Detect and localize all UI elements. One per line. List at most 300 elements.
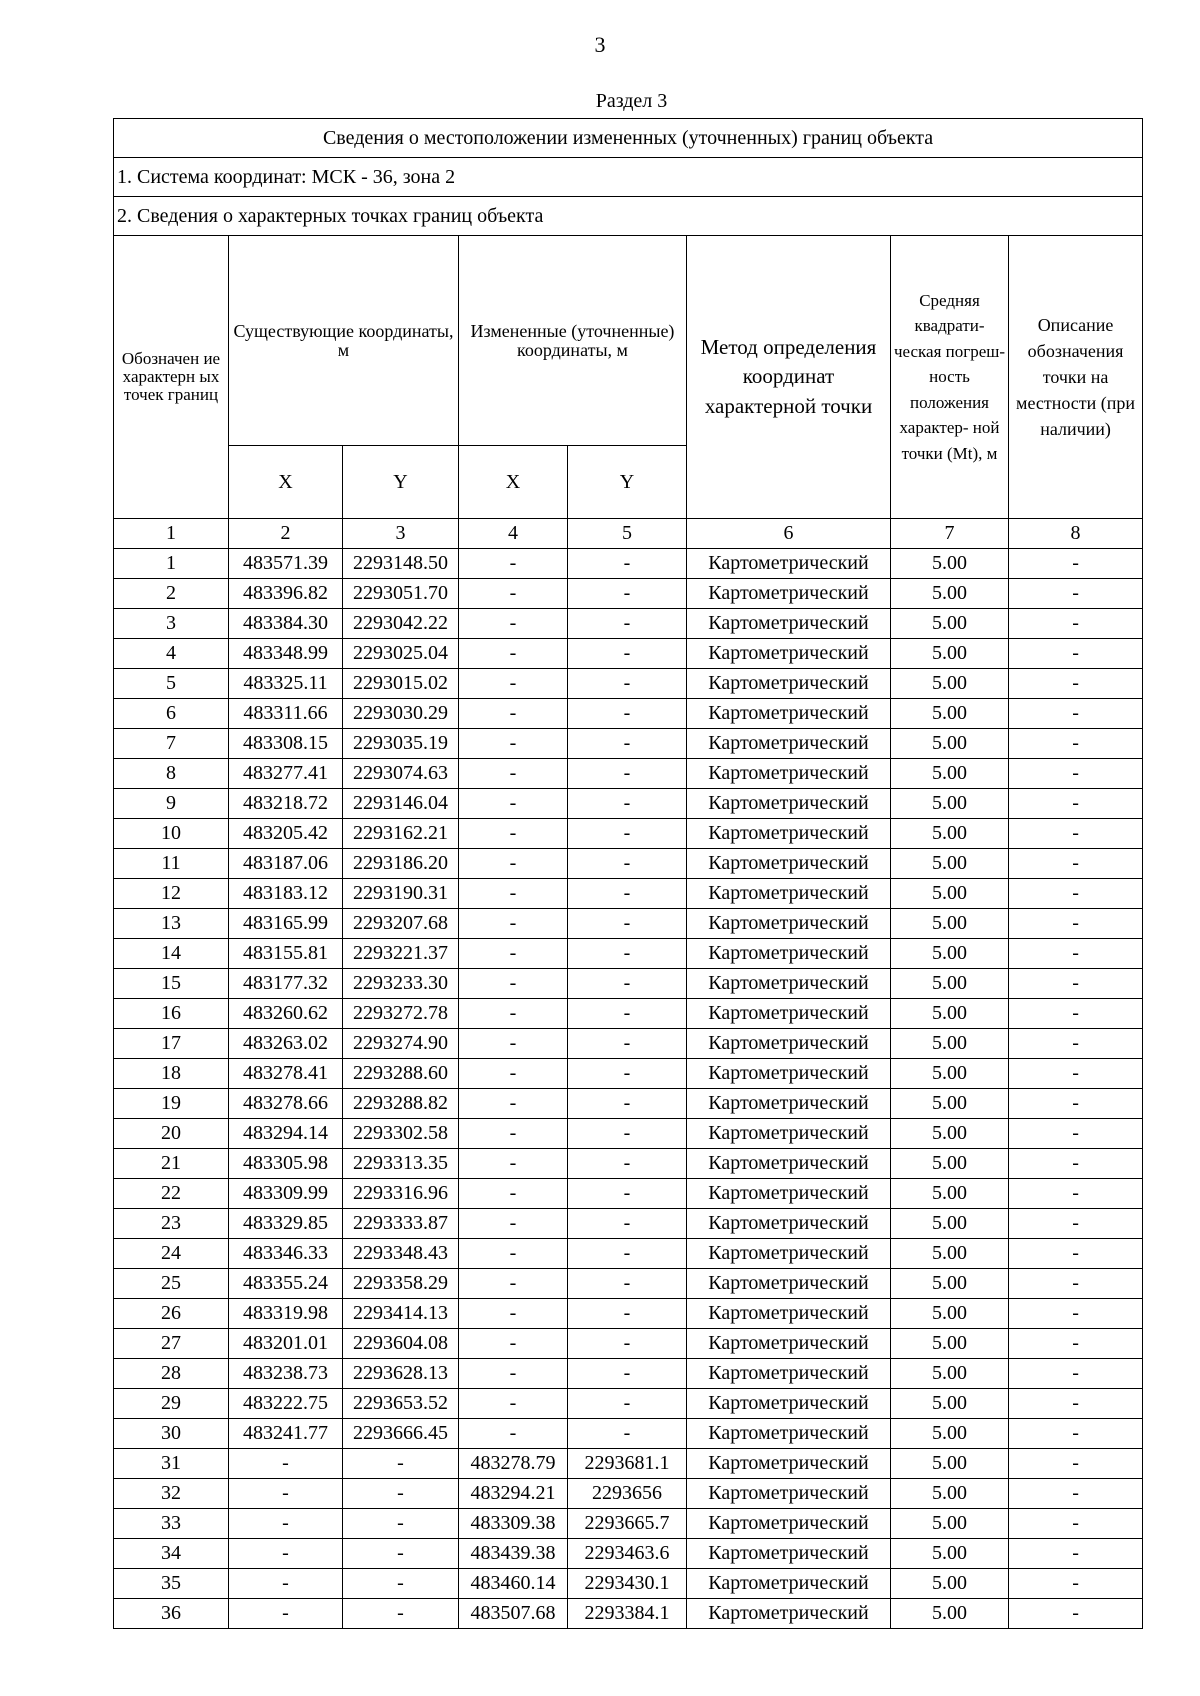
table-row	[114, 1089, 1143, 1119]
cell-description: -	[1009, 1539, 1143, 1569]
cell-existing-y: 2293051.70	[343, 579, 459, 609]
cell-changed-x: -	[459, 549, 568, 579]
cell-description: -	[1009, 1239, 1143, 1269]
cell-existing-y: 2293186.20	[343, 849, 459, 879]
cell-method: Картометрический	[687, 969, 891, 999]
cell-existing-x: -	[229, 1479, 343, 1509]
table-row	[114, 729, 1143, 759]
cell-point-id: 16	[114, 999, 229, 1029]
table-row	[114, 1539, 1143, 1569]
cell-mean-error: 5.00	[891, 879, 1009, 909]
cell-point-id: 8	[114, 759, 229, 789]
cell-mean-error: 5.00	[891, 1239, 1009, 1269]
cell-point-id: 6	[114, 699, 229, 729]
cell-description: -	[1009, 1029, 1143, 1059]
cell-existing-y: 2293162.21	[343, 819, 459, 849]
cell-description: -	[1009, 1449, 1143, 1479]
cell-changed-y: -	[568, 849, 687, 879]
coord-system: 1. Система координат: МСК - 36, зона 2	[114, 158, 1143, 197]
table-row	[114, 1059, 1143, 1089]
cell-description: -	[1009, 1209, 1143, 1239]
cell-description: -	[1009, 639, 1143, 669]
cell-description: -	[1009, 759, 1143, 789]
cell-method: Картометрический	[687, 1419, 891, 1449]
cell-point-id: 21	[114, 1149, 229, 1179]
table-row	[114, 1599, 1143, 1629]
cell-changed-x: -	[459, 729, 568, 759]
cell-existing-y: 2293025.04	[343, 639, 459, 669]
cell-point-id: 23	[114, 1209, 229, 1239]
cell-existing-x: 483201.01	[229, 1329, 343, 1359]
cell-method: Картометрический	[687, 699, 891, 729]
cell-existing-x: 483325.11	[229, 669, 343, 699]
cell-mean-error: 5.00	[891, 1209, 1009, 1239]
cell-changed-y: 2293430.1	[568, 1569, 687, 1599]
table-row	[114, 1179, 1143, 1209]
cell-changed-x: -	[459, 819, 568, 849]
page-number: 3	[594, 32, 606, 57]
cell-existing-x: -	[229, 1539, 343, 1569]
cell-mean-error: 5.00	[891, 1299, 1009, 1329]
cell-mean-error: 5.00	[891, 999, 1009, 1029]
cell-changed-y: -	[568, 999, 687, 1029]
cell-existing-y: 2293348.43	[343, 1239, 459, 1269]
cell-point-id: 36	[114, 1599, 229, 1629]
header-changed-y: Y	[568, 446, 687, 519]
cell-existing-y: -	[343, 1479, 459, 1509]
header-description: Описание обозначения точки на местности (при наличии)	[1009, 236, 1143, 519]
cell-description: -	[1009, 549, 1143, 579]
cell-mean-error: 5.00	[891, 909, 1009, 939]
cell-point-id: 27	[114, 1329, 229, 1359]
table-row	[114, 1569, 1143, 1599]
cell-existing-x: 483348.99	[229, 639, 343, 669]
cell-description: -	[1009, 1599, 1143, 1629]
cell-existing-y: 2293302.58	[343, 1119, 459, 1149]
table-row	[114, 1269, 1143, 1299]
cell-method: Картометрический	[687, 639, 891, 669]
cell-existing-x: 483205.42	[229, 819, 343, 849]
cell-description: -	[1009, 1059, 1143, 1089]
cell-changed-y: -	[568, 1119, 687, 1149]
cell-existing-y: 2293288.60	[343, 1059, 459, 1089]
cell-description: -	[1009, 729, 1143, 759]
cell-existing-y: 2293035.19	[343, 729, 459, 759]
cell-changed-x: -	[459, 639, 568, 669]
cell-point-id: 26	[114, 1299, 229, 1329]
cell-changed-x: -	[459, 579, 568, 609]
column-number: 2	[229, 519, 343, 549]
cell-mean-error: 5.00	[891, 819, 1009, 849]
cell-mean-error: 5.00	[891, 1149, 1009, 1179]
cell-point-id: 30	[114, 1419, 229, 1449]
cell-mean-error: 5.00	[891, 1059, 1009, 1089]
cell-method: Картометрический	[687, 1599, 891, 1629]
cell-mean-error: 5.00	[891, 1389, 1009, 1419]
table-row	[114, 849, 1143, 879]
cell-existing-x: -	[229, 1509, 343, 1539]
header-existing-coords: Существующие координаты, м	[229, 236, 459, 446]
cell-changed-y: -	[568, 1239, 687, 1269]
cell-description: -	[1009, 939, 1143, 969]
cell-mean-error: 5.00	[891, 1539, 1009, 1569]
cell-point-id: 5	[114, 669, 229, 699]
cell-point-id: 20	[114, 1119, 229, 1149]
cell-point-id: 24	[114, 1239, 229, 1269]
table-row	[114, 789, 1143, 819]
cell-point-id: 22	[114, 1179, 229, 1209]
cell-existing-x: 483165.99	[229, 909, 343, 939]
table-row	[114, 1389, 1143, 1419]
cell-changed-x: 483294.21	[459, 1479, 568, 1509]
cell-method: Картометрический	[687, 789, 891, 819]
cell-mean-error: 5.00	[891, 1329, 1009, 1359]
cell-changed-y: 2293463.6	[568, 1539, 687, 1569]
cell-changed-x: -	[459, 1059, 568, 1089]
cell-existing-x: 483222.75	[229, 1389, 343, 1419]
cell-mean-error: 5.00	[891, 939, 1009, 969]
cell-point-id: 28	[114, 1359, 229, 1389]
cell-changed-y: -	[568, 1179, 687, 1209]
table-row	[114, 1449, 1143, 1479]
cell-existing-y: -	[343, 1449, 459, 1479]
boundary-points-table	[113, 118, 1143, 1629]
cell-mean-error: 5.00	[891, 1359, 1009, 1389]
cell-changed-y: -	[568, 1209, 687, 1239]
cell-method: Картометрический	[687, 1479, 891, 1509]
cell-mean-error: 5.00	[891, 1569, 1009, 1599]
cell-description: -	[1009, 849, 1143, 879]
cell-changed-y: -	[568, 639, 687, 669]
cell-point-id: 32	[114, 1479, 229, 1509]
cell-description: -	[1009, 1119, 1143, 1149]
cell-changed-x: 483460.14	[459, 1569, 568, 1599]
header-designation: Обозначен ие характерн ых точек границ	[114, 236, 229, 519]
section-title: Раздел 3	[595, 90, 668, 112]
cell-changed-x: -	[459, 1119, 568, 1149]
cell-existing-y: -	[343, 1509, 459, 1539]
cell-existing-y: 2293313.35	[343, 1149, 459, 1179]
table-row	[114, 639, 1143, 669]
cell-existing-y: 2293030.29	[343, 699, 459, 729]
cell-mean-error: 5.00	[891, 609, 1009, 639]
cell-changed-x: -	[459, 1329, 568, 1359]
cell-changed-x: -	[459, 759, 568, 789]
cell-method: Картометрический	[687, 1239, 891, 1269]
table-row	[114, 549, 1143, 579]
cell-existing-x: 483346.33	[229, 1239, 343, 1269]
cell-mean-error: 5.00	[891, 1089, 1009, 1119]
cell-changed-x: -	[459, 939, 568, 969]
cell-changed-y: -	[568, 1089, 687, 1119]
cell-changed-y: -	[568, 969, 687, 999]
cell-changed-x: 483507.68	[459, 1599, 568, 1629]
cell-point-id: 1	[114, 549, 229, 579]
cell-description: -	[1009, 879, 1143, 909]
cell-mean-error: 5.00	[891, 1479, 1009, 1509]
cell-mean-error: 5.00	[891, 1419, 1009, 1449]
cell-changed-y: -	[568, 1029, 687, 1059]
cell-changed-y: -	[568, 1419, 687, 1449]
cell-method: Картометрический	[687, 549, 891, 579]
cell-changed-x: -	[459, 999, 568, 1029]
cell-existing-y: 2293316.96	[343, 1179, 459, 1209]
cell-method: Картометрический	[687, 729, 891, 759]
table-row	[114, 1149, 1143, 1179]
cell-changed-y: -	[568, 1269, 687, 1299]
cell-existing-x: 483263.02	[229, 1029, 343, 1059]
cell-existing-y: 2293358.29	[343, 1269, 459, 1299]
cell-description: -	[1009, 819, 1143, 849]
cell-mean-error: 5.00	[891, 789, 1009, 819]
cell-method: Картометрический	[687, 669, 891, 699]
column-number: 6	[687, 519, 891, 549]
cell-mean-error: 5.00	[891, 729, 1009, 759]
cell-description: -	[1009, 579, 1143, 609]
cell-point-id: 18	[114, 1059, 229, 1089]
cell-mean-error: 5.00	[891, 849, 1009, 879]
cell-method: Картометрический	[687, 999, 891, 1029]
cell-existing-y: 2293015.02	[343, 669, 459, 699]
cell-existing-y: 2293666.45	[343, 1419, 459, 1449]
cell-description: -	[1009, 1389, 1143, 1419]
cell-point-id: 19	[114, 1089, 229, 1119]
cell-method: Картометрический	[687, 1269, 891, 1299]
cell-existing-y: 2293207.68	[343, 909, 459, 939]
cell-changed-y: -	[568, 789, 687, 819]
cell-existing-y: 2293233.30	[343, 969, 459, 999]
cell-existing-x: -	[229, 1569, 343, 1599]
cell-method: Картометрический	[687, 1149, 891, 1179]
cell-changed-x: -	[459, 1179, 568, 1209]
cell-existing-x: 483278.66	[229, 1089, 343, 1119]
cell-method: Картометрический	[687, 609, 891, 639]
cell-method: Картометрический	[687, 1119, 891, 1149]
cell-changed-x: -	[459, 669, 568, 699]
cell-changed-y: -	[568, 669, 687, 699]
table-row	[114, 1119, 1143, 1149]
table-row	[114, 879, 1143, 909]
cell-mean-error: 5.00	[891, 669, 1009, 699]
cell-existing-x: 483329.85	[229, 1209, 343, 1239]
column-number: 3	[343, 519, 459, 549]
cell-point-id: 31	[114, 1449, 229, 1479]
cell-point-id: 9	[114, 789, 229, 819]
cell-method: Картометрический	[687, 1209, 891, 1239]
cell-existing-x: 483241.77	[229, 1419, 343, 1449]
cell-existing-y: 2293333.87	[343, 1209, 459, 1239]
cell-existing-x: 483177.32	[229, 969, 343, 999]
cell-method: Картометрический	[687, 1179, 891, 1209]
cell-changed-x: -	[459, 609, 568, 639]
table-row	[114, 699, 1143, 729]
cell-point-id: 17	[114, 1029, 229, 1059]
cell-method: Картометрический	[687, 909, 891, 939]
cell-existing-y: 2293604.08	[343, 1329, 459, 1359]
cell-mean-error: 5.00	[891, 759, 1009, 789]
cell-description: -	[1009, 1149, 1143, 1179]
column-number: 1	[114, 519, 229, 549]
cell-changed-y: -	[568, 549, 687, 579]
cell-changed-x: -	[459, 1239, 568, 1269]
cell-changed-x: 483439.38	[459, 1539, 568, 1569]
cell-method: Картометрический	[687, 579, 891, 609]
cell-changed-x: -	[459, 1299, 568, 1329]
header-changed-x: X	[459, 446, 568, 519]
cell-method: Картометрический	[687, 1029, 891, 1059]
cell-existing-x: 483308.15	[229, 729, 343, 759]
cell-method: Картометрический	[687, 879, 891, 909]
cell-existing-x: 483305.98	[229, 1149, 343, 1179]
cell-description: -	[1009, 669, 1143, 699]
cell-existing-y: 2293274.90	[343, 1029, 459, 1059]
cell-description: -	[1009, 999, 1143, 1029]
cell-changed-y: -	[568, 1329, 687, 1359]
header-existing-x: X	[229, 446, 343, 519]
cell-mean-error: 5.00	[891, 1599, 1009, 1629]
cell-changed-x: -	[459, 1419, 568, 1449]
cell-description: -	[1009, 1359, 1143, 1389]
table-row	[114, 999, 1143, 1029]
cell-existing-x: 483277.41	[229, 759, 343, 789]
cell-existing-x: 483294.14	[229, 1119, 343, 1149]
cell-existing-x: 483396.82	[229, 579, 343, 609]
cell-method: Картометрический	[687, 849, 891, 879]
table-row	[114, 1299, 1143, 1329]
cell-method: Картометрический	[687, 939, 891, 969]
cell-mean-error: 5.00	[891, 549, 1009, 579]
cell-description: -	[1009, 789, 1143, 819]
cell-changed-x: -	[459, 909, 568, 939]
cell-existing-x: 483355.24	[229, 1269, 343, 1299]
cell-method: Картометрический	[687, 1389, 891, 1419]
cell-point-id: 35	[114, 1569, 229, 1599]
table-row	[114, 1329, 1143, 1359]
cell-existing-x: 483384.30	[229, 609, 343, 639]
cell-existing-x: 483183.12	[229, 879, 343, 909]
cell-changed-y: -	[568, 579, 687, 609]
table-row	[114, 579, 1143, 609]
cell-changed-y: -	[568, 1149, 687, 1179]
cell-description: -	[1009, 1329, 1143, 1359]
cell-point-id: 3	[114, 609, 229, 639]
cell-existing-y: 2293146.04	[343, 789, 459, 819]
cell-existing-x: 483218.72	[229, 789, 343, 819]
cell-mean-error: 5.00	[891, 1119, 1009, 1149]
cell-method: Картометрический	[687, 819, 891, 849]
cell-changed-y: -	[568, 1059, 687, 1089]
cell-existing-y: 2293221.37	[343, 939, 459, 969]
column-number: 4	[459, 519, 568, 549]
cell-changed-y: -	[568, 699, 687, 729]
cell-existing-y: 2293414.13	[343, 1299, 459, 1329]
cell-existing-x: 483187.06	[229, 849, 343, 879]
cell-point-id: 14	[114, 939, 229, 969]
cell-method: Картометрический	[687, 1359, 891, 1389]
cell-mean-error: 5.00	[891, 1449, 1009, 1479]
cell-point-id: 2	[114, 579, 229, 609]
column-number: 7	[891, 519, 1009, 549]
cell-existing-x: 483155.81	[229, 939, 343, 969]
cell-changed-y: 2293656	[568, 1479, 687, 1509]
cell-point-id: 10	[114, 819, 229, 849]
cell-changed-y: -	[568, 1359, 687, 1389]
cell-description: -	[1009, 699, 1143, 729]
cell-existing-y: 2293190.31	[343, 879, 459, 909]
cell-mean-error: 5.00	[891, 699, 1009, 729]
cell-changed-x: 483309.38	[459, 1509, 568, 1539]
cell-changed-y: -	[568, 759, 687, 789]
cell-existing-x: 483278.41	[229, 1059, 343, 1089]
cell-point-id: 7	[114, 729, 229, 759]
table-row	[114, 1209, 1143, 1239]
table-row	[114, 609, 1143, 639]
cell-method: Картометрический	[687, 1089, 891, 1119]
table-row	[114, 1239, 1143, 1269]
cell-changed-y: 2293681.1	[568, 1449, 687, 1479]
table-row	[114, 1029, 1143, 1059]
cell-method: Картометрический	[687, 1539, 891, 1569]
cell-point-id: 15	[114, 969, 229, 999]
table-row	[114, 669, 1143, 699]
cell-changed-x: -	[459, 1389, 568, 1419]
cell-point-id: 13	[114, 909, 229, 939]
cell-changed-y: -	[568, 1299, 687, 1329]
cell-changed-x: -	[459, 1209, 568, 1239]
cell-point-id: 12	[114, 879, 229, 909]
cell-changed-x: -	[459, 969, 568, 999]
cell-method: Картометрический	[687, 1059, 891, 1089]
header-error: Средняя квадрати- ческая погреш- ность положения характер- ной точки (Mt), м	[891, 236, 1009, 519]
cell-changed-x: -	[459, 1149, 568, 1179]
table-row	[114, 1359, 1143, 1389]
table-row	[114, 759, 1143, 789]
cell-mean-error: 5.00	[891, 579, 1009, 609]
cell-existing-x: 483311.66	[229, 699, 343, 729]
cell-mean-error: 5.00	[891, 639, 1009, 669]
cell-changed-x: -	[459, 1269, 568, 1299]
cell-changed-y: 2293384.1	[568, 1599, 687, 1629]
table-title: Сведения о местоположении измененных (уточненных) границ объекта	[114, 119, 1143, 158]
cell-changed-y: -	[568, 879, 687, 909]
cell-existing-x: -	[229, 1449, 343, 1479]
cell-point-id: 33	[114, 1509, 229, 1539]
cell-point-id: 34	[114, 1539, 229, 1569]
cell-changed-x: 483278.79	[459, 1449, 568, 1479]
cell-method: Картометрический	[687, 1329, 891, 1359]
column-number: 5	[568, 519, 687, 549]
cell-description: -	[1009, 1179, 1143, 1209]
cell-existing-x: 483319.98	[229, 1299, 343, 1329]
table-row	[114, 969, 1143, 999]
cell-existing-x: -	[229, 1599, 343, 1629]
cell-changed-y: -	[568, 939, 687, 969]
cell-changed-x: -	[459, 879, 568, 909]
cell-description: -	[1009, 909, 1143, 939]
cell-mean-error: 5.00	[891, 1179, 1009, 1209]
cell-existing-y: -	[343, 1599, 459, 1629]
cell-mean-error: 5.00	[891, 1269, 1009, 1299]
cell-point-id: 11	[114, 849, 229, 879]
cell-existing-x: 483238.73	[229, 1359, 343, 1389]
column-number: 8	[1009, 519, 1143, 549]
cell-changed-y: -	[568, 909, 687, 939]
table-row	[114, 909, 1143, 939]
cell-changed-x: -	[459, 1089, 568, 1119]
cell-description: -	[1009, 1479, 1143, 1509]
cell-existing-y: 2293288.82	[343, 1089, 459, 1119]
cell-existing-y: 2293272.78	[343, 999, 459, 1029]
